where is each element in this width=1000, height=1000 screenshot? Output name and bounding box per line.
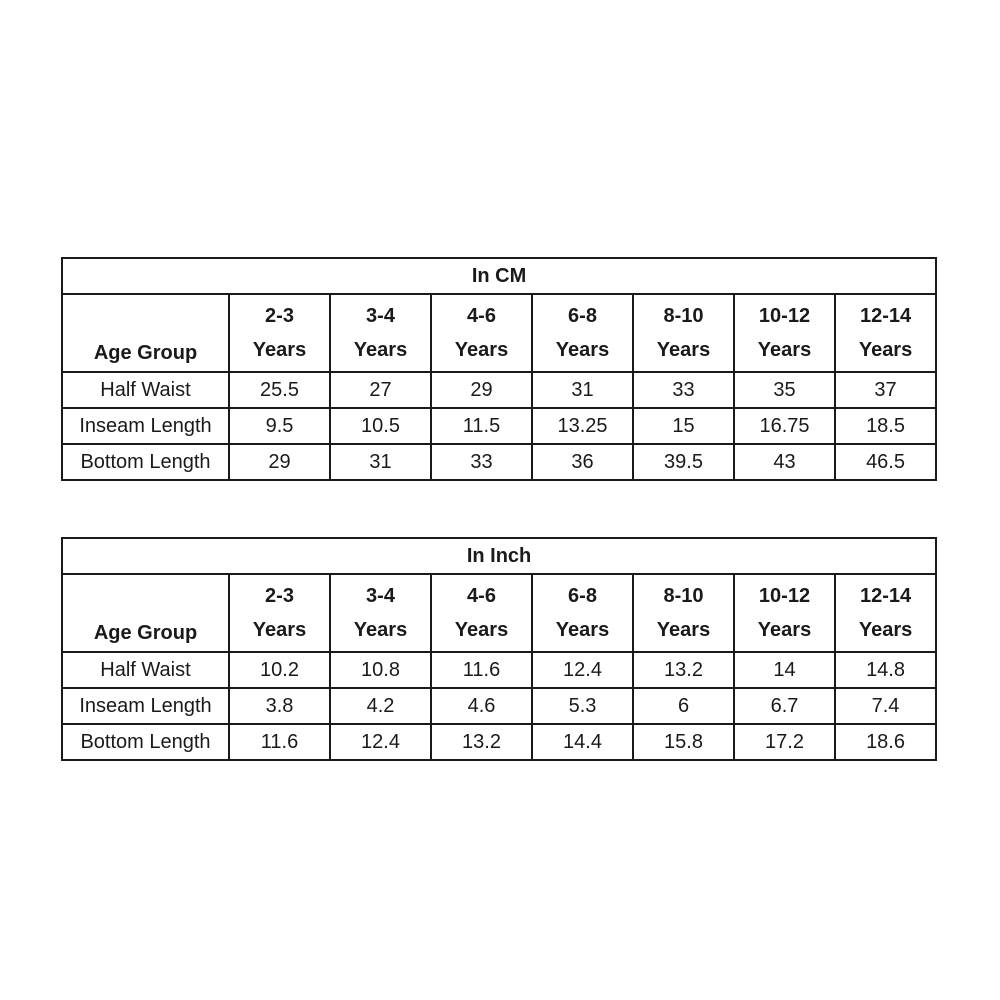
measurement-value: 17.2 <box>734 724 835 760</box>
measurement-value: 31 <box>532 372 633 408</box>
measurement-value: 39.5 <box>633 444 734 480</box>
measurement-value: 29 <box>229 444 330 480</box>
measurement-value: 11.6 <box>229 724 330 760</box>
age-unit: Years <box>454 339 509 361</box>
measurement-label: Bottom Length <box>62 724 229 760</box>
age-unit: Years <box>252 619 307 641</box>
table-header-row <box>62 574 936 652</box>
measurement-value: 16.75 <box>734 408 835 444</box>
measurement-value: 18.6 <box>835 724 936 760</box>
age-column-header <box>431 574 532 652</box>
age-column-header <box>229 574 330 652</box>
measurement-label: Half Waist <box>62 372 229 408</box>
measurement-value: 6.7 <box>734 688 835 724</box>
measurement-value: 7.4 <box>835 688 936 724</box>
measurement-label: Inseam Length <box>62 408 229 444</box>
table-row <box>62 408 936 444</box>
measurement-value: 10.8 <box>330 652 431 688</box>
age-unit: Years <box>454 619 509 641</box>
measurement-value: 33 <box>431 444 532 480</box>
age-group-header: Age Group <box>62 294 229 372</box>
measurement-value: 13.2 <box>633 652 734 688</box>
size-chart-inch <box>61 537 937 761</box>
age-column-header <box>633 294 734 372</box>
age-unit: Years <box>757 339 812 361</box>
measurement-value: 10.5 <box>330 408 431 444</box>
table-caption: In Inch <box>62 538 936 574</box>
table-row <box>62 688 936 724</box>
measurement-value: 13.2 <box>431 724 532 760</box>
measurement-value: 11.5 <box>431 408 532 444</box>
measurement-value: 33 <box>633 372 734 408</box>
measurement-value: 6 <box>633 688 734 724</box>
age-unit: Years <box>353 339 408 361</box>
age-unit: Years <box>555 619 610 641</box>
age-column-header <box>229 294 330 372</box>
age-column-header <box>330 294 431 372</box>
measurement-value: 9.5 <box>229 408 330 444</box>
measurement-value: 12.4 <box>330 724 431 760</box>
measurement-value: 12.4 <box>532 652 633 688</box>
age-range: 6-8 <box>568 585 597 607</box>
measurement-value: 18.5 <box>835 408 936 444</box>
measurement-value: 43 <box>734 444 835 480</box>
age-range: 12-14 <box>859 585 912 607</box>
measurement-value: 29 <box>431 372 532 408</box>
measurement-value: 3.8 <box>229 688 330 724</box>
age-column-header <box>330 574 431 652</box>
age-column-header <box>734 294 835 372</box>
age-range: 6-8 <box>568 305 597 327</box>
age-column-header <box>633 574 734 652</box>
age-column-header <box>835 294 936 372</box>
age-range: 3-4 <box>366 585 395 607</box>
age-column-header <box>532 294 633 372</box>
size-chart-cm <box>61 257 937 481</box>
table-caption: In CM <box>62 258 936 294</box>
age-unit: Years <box>757 619 812 641</box>
measurement-value: 31 <box>330 444 431 480</box>
measurement-value: 14 <box>734 652 835 688</box>
measurement-label: Inseam Length <box>62 688 229 724</box>
age-unit: Years <box>353 619 408 641</box>
age-range: 3-4 <box>366 305 395 327</box>
age-unit: Years <box>858 339 913 361</box>
measurement-value: 15 <box>633 408 734 444</box>
measurement-value: 13.25 <box>532 408 633 444</box>
age-unit: Years <box>252 339 307 361</box>
age-unit: Years <box>656 339 711 361</box>
age-range: 10-12 <box>758 305 811 327</box>
age-range: 10-12 <box>758 585 811 607</box>
measurement-value: 4.2 <box>330 688 431 724</box>
table-row <box>62 372 936 408</box>
measurement-value: 36 <box>532 444 633 480</box>
age-column-header <box>532 574 633 652</box>
measurement-value: 5.3 <box>532 688 633 724</box>
measurement-label: Bottom Length <box>62 444 229 480</box>
age-range: 4-6 <box>467 585 496 607</box>
table-row <box>62 444 936 480</box>
age-unit: Years <box>656 619 711 641</box>
age-range: 12-14 <box>859 305 912 327</box>
age-range: 2-3 <box>265 585 294 607</box>
measurement-value: 14.4 <box>532 724 633 760</box>
measurement-value: 15.8 <box>633 724 734 760</box>
age-group-header: Age Group <box>62 574 229 652</box>
age-column-header <box>431 294 532 372</box>
measurement-value: 27 <box>330 372 431 408</box>
table-row <box>62 652 936 688</box>
age-range: 8-10 <box>663 585 704 607</box>
age-column-header <box>835 574 936 652</box>
table-caption-row <box>62 258 936 294</box>
age-unit: Years <box>858 619 913 641</box>
measurement-value: 4.6 <box>431 688 532 724</box>
age-unit: Years <box>555 339 610 361</box>
table-caption-row <box>62 538 936 574</box>
measurement-value: 25.5 <box>229 372 330 408</box>
age-range: 4-6 <box>467 305 496 327</box>
table-header-row <box>62 294 936 372</box>
age-range: 2-3 <box>265 305 294 327</box>
measurement-value: 14.8 <box>835 652 936 688</box>
measurement-value: 46.5 <box>835 444 936 480</box>
age-column-header <box>734 574 835 652</box>
measurement-value: 10.2 <box>229 652 330 688</box>
table-row <box>62 724 936 760</box>
age-range: 8-10 <box>663 305 704 327</box>
measurement-value: 37 <box>835 372 936 408</box>
measurement-value: 35 <box>734 372 835 408</box>
measurement-value: 11.6 <box>431 652 532 688</box>
measurement-label: Half Waist <box>62 652 229 688</box>
